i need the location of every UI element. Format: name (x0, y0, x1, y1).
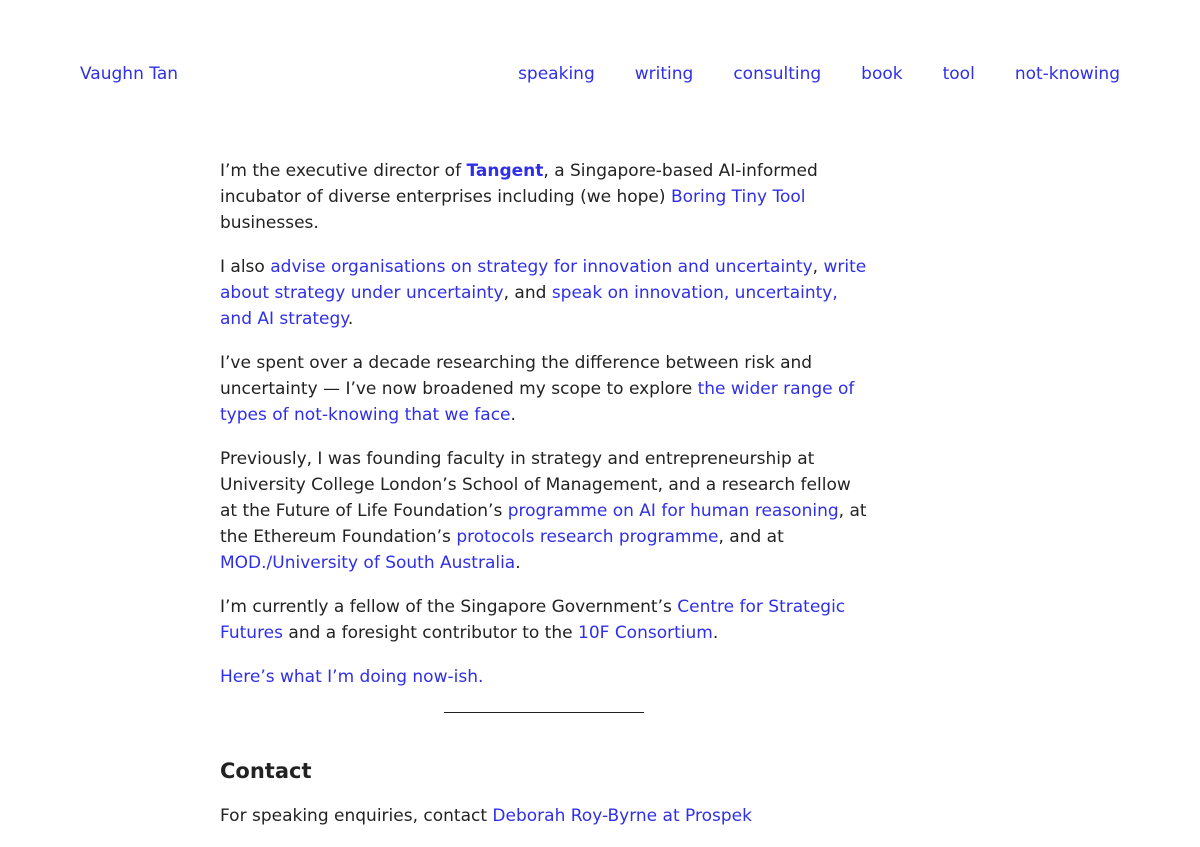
main-nav (518, 60, 1120, 88)
research-paragraph (220, 350, 872, 428)
contact-heading: Contact (220, 759, 312, 783)
mod-unisa-link[interactable]: MOD./University of South Australia (220, 553, 516, 573)
text-span: I’m currently a fellow of the Singapore Government’s (220, 597, 678, 617)
current-roles-paragraph (220, 594, 872, 646)
write-link[interactable]: write about strategy under uncertainty (220, 257, 867, 303)
text-span: , (812, 257, 824, 277)
nav-link-writing[interactable]: writing (634, 64, 694, 84)
not-knowing-types-link[interactable]: the wider range of types of not-knowing that we face (220, 379, 855, 425)
previous-roles-paragraph (220, 446, 872, 576)
services-paragraph (220, 254, 872, 332)
now-paragraph (220, 664, 872, 690)
now-page-link[interactable]: Here’s what I’m doing now-ish. (220, 667, 484, 687)
nav-link-consulting[interactable]: consulting (733, 64, 822, 84)
contact-paragraph (220, 803, 872, 829)
tangent-link[interactable]: Tangent (466, 161, 544, 181)
text-span: . (510, 405, 516, 425)
boring-tiny-tool-link[interactable]: Boring Tiny Tool (670, 187, 806, 207)
speaking-agent-link[interactable]: Deborah Roy-Byrne at Prospek (492, 806, 752, 826)
nav-link-book[interactable]: book (861, 64, 903, 84)
nav-link-speaking[interactable]: speaking (518, 64, 595, 84)
ethereum-protocols-link[interactable]: protocols research programme (456, 527, 719, 547)
csf-link[interactable]: Centre for Strategic Futures (220, 597, 846, 643)
text-span: , a Singapore-based AI-informed incubator of diverse enterprises including (we hope) (220, 161, 818, 207)
text-span: I’m the executive director of (220, 161, 467, 181)
text-span: businesses. (220, 213, 319, 233)
speak-link[interactable]: speak on innovation, uncertainty, and AI strategy (220, 283, 838, 329)
section-divider (444, 712, 644, 713)
main-content (220, 158, 872, 847)
text-span: I also (220, 257, 271, 277)
text-span: , at the Ethereum Foundation’s (220, 501, 867, 547)
text-span: I’ve spent over a decade researching the difference between risk and uncertainty — I’ve now broadened my scope to explore (220, 353, 813, 399)
text-span: . (347, 309, 354, 329)
text-span: Previously, I was founding faculty in strategy and entrepreneurship at University College London’s School of Management, and a research fellow at the Future of Life Foundation’s (220, 449, 851, 521)
site-title-link[interactable]: Vaughn Tan (80, 64, 179, 84)
nav-link-not-knowing[interactable]: not-knowing (1014, 64, 1120, 84)
text-span: . (712, 623, 719, 643)
nav-link-tool[interactable]: tool (942, 64, 975, 84)
text-span: , and (503, 283, 552, 303)
text-span: , and at (718, 527, 784, 547)
advise-link[interactable]: advise organisations on strategy for innovation and uncertainty (270, 257, 813, 277)
text-span: and a foresight contributor to the (283, 623, 578, 643)
intro-paragraph (220, 158, 872, 236)
fli-programme-link[interactable]: programme on AI for human reasoning (507, 501, 839, 521)
10f-consortium-link[interactable]: 10F Consortium (578, 623, 713, 643)
text-span: For speaking enquiries, contact (220, 806, 493, 826)
site-header (80, 60, 1120, 88)
text-span: . (515, 553, 521, 573)
